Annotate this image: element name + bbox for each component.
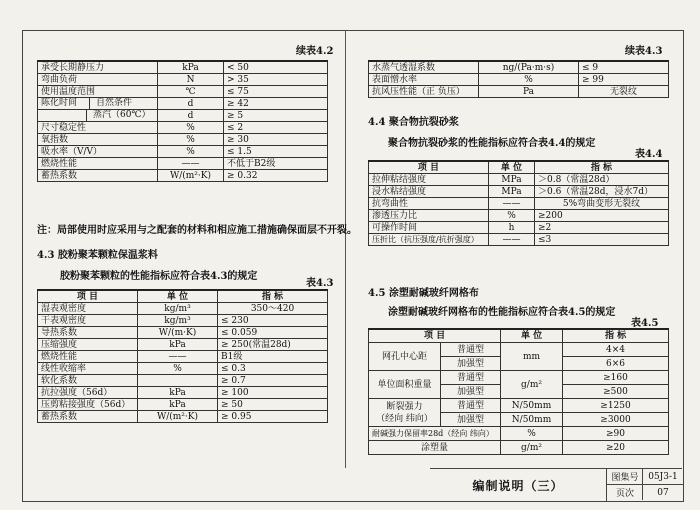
- table-4-3-continued: [368, 60, 669, 98]
- section-4-3-subheading: 胶粉聚苯颗粒的性能指标应符合表4.3的规定: [60, 271, 258, 282]
- table-row: 吸水率（V/V） % ≤ 1.5: [38, 146, 328, 158]
- atlas-number-label: 图集号: [606, 469, 643, 485]
- table-row: 使用温度范围 ℃ ≤ 75: [38, 86, 328, 98]
- table-row: 氧指数 % ≥ 30: [38, 134, 328, 146]
- table-row: 抗弯曲性 —— 5%弯曲变形无裂纹: [369, 198, 669, 210]
- table-row: 可操作时间 h ≥2: [369, 222, 669, 234]
- table-row: 燃烧性能 —— 不低于B2级: [38, 158, 328, 170]
- table-4-4-caption: 表4.4: [635, 149, 663, 160]
- table-row: 浸水粘结强度 MPa ＞0.6（常温28d，浸水7d）: [369, 186, 669, 198]
- table-header-row: 项 目 单 位 指 标: [38, 290, 328, 303]
- table-row: 陈化时间 自然条件 d ≥ 42: [38, 98, 328, 110]
- table-row: 干表观密度 kg/m³ ≤ 230: [38, 315, 328, 327]
- table-4-5-caption: 表4.5: [631, 318, 659, 329]
- table-row: 蓄热系数 W/(m²·K) ≥ 0.95: [38, 411, 328, 423]
- table-row: 抗风压性能（正 负压） Pa 无裂纹: [369, 86, 669, 98]
- table-row: 单位面积重量 普通型 g/m² ≥160: [369, 371, 669, 385]
- table-note: 注：局部使用时应采用与之配套的材料和相应施工措施确保面层不开裂。: [37, 225, 357, 236]
- table-row: 拉伸粘结强度 MPa ＞0.8（常温28d）: [369, 174, 669, 186]
- table-row: 软化系数 ≥ 0.7: [38, 375, 328, 387]
- table-row: 耐碱强力保留率28d（经向 纬向） % ≥90: [369, 427, 669, 441]
- section-4-4-heading: 4.4 聚合物抗裂砂浆: [368, 117, 459, 128]
- table-4-4: [368, 160, 669, 246]
- page-number: 07: [642, 485, 683, 500]
- table-row: 水蒸气透湿系数 ng/(Pa·m·s) ≤ 9: [369, 61, 669, 74]
- drawing-title: 编制说明（三）: [430, 469, 607, 501]
- table-row: 蓄热系数 W/(m²·K) ≥ 0.32: [38, 170, 328, 182]
- table-row: 表面憎水率 % ≥ 99: [369, 74, 669, 86]
- table-row: 渗透压力比 % ≥200: [369, 210, 669, 222]
- section-4-5-heading: 4.5 涂塑耐碱玻纤网格布: [368, 288, 479, 299]
- table-row: 涂塑量 g/m² ≥20: [369, 441, 669, 455]
- table-row: 蒸汽（60℃） d ≥ 5: [38, 110, 328, 122]
- table-row: 线性收缩率 % ≤ 0.3: [38, 363, 328, 375]
- table-row: 断裂强力 （经向 纬向） 普通型 N/50mm ≥1250: [369, 399, 669, 413]
- title-block: [430, 468, 682, 501]
- section-4-4-subheading: 聚合物抗裂砂浆的性能指标应符合表4.4的规定: [388, 138, 596, 149]
- table-header-row: 项 目 单 位 指 标: [369, 329, 669, 343]
- table-row: 弯曲负荷 N > 35: [38, 74, 328, 86]
- section-4-5-subheading: 涂塑耐碱玻纤网格布的性能指标应符合表4.5的规定: [388, 307, 616, 318]
- table-row: 加强型 ≥500: [369, 385, 669, 399]
- table-row: 加强型 6×6: [369, 357, 669, 371]
- table-4-3-caption: 表4.3: [306, 278, 334, 289]
- table-4-2: [37, 60, 328, 182]
- atlas-number: 05J3-1: [642, 469, 683, 485]
- table-row: 湿表观密度 kg/m³ 350～420: [38, 303, 328, 315]
- table-4-3: [37, 289, 328, 423]
- table-row: 抗拉强度（56d） kPa ≥ 100: [38, 387, 328, 399]
- table-4-5: [368, 328, 669, 455]
- table-row: 压缩强度 kPa ≥ 250(常温28d): [38, 339, 328, 351]
- table-row: 承受长期静压力 kPa < 50: [38, 61, 328, 74]
- table-row: 加强型 N/50mm ≥3000: [369, 413, 669, 427]
- table-header-row: 项 目 单 位 指 标: [369, 161, 669, 174]
- table-row: 导热系数 W/(m·K) ≤ 0.059: [38, 327, 328, 339]
- section-4-3-heading: 4.3 胶粉聚苯颗粒保温浆料: [37, 250, 158, 261]
- table-row: 压折比（抗压强度/抗折强度） —— ≤3: [369, 234, 669, 246]
- table-4-3-cont-caption: 续表4.3: [625, 46, 663, 57]
- column-divider: [345, 30, 346, 468]
- table-row: 网孔中心距 普通型 mm 4×4: [369, 343, 669, 357]
- table-row: 燃烧性能 —— B1级: [38, 351, 328, 363]
- table-row: 尺寸稳定性 % ≤ 2: [38, 122, 328, 134]
- table-row: 压剪粘接强度（56d） kPa ≥ 50: [38, 399, 328, 411]
- table-4-2-caption: 续表4.2: [296, 46, 334, 57]
- page-number-label: 页次: [606, 485, 643, 500]
